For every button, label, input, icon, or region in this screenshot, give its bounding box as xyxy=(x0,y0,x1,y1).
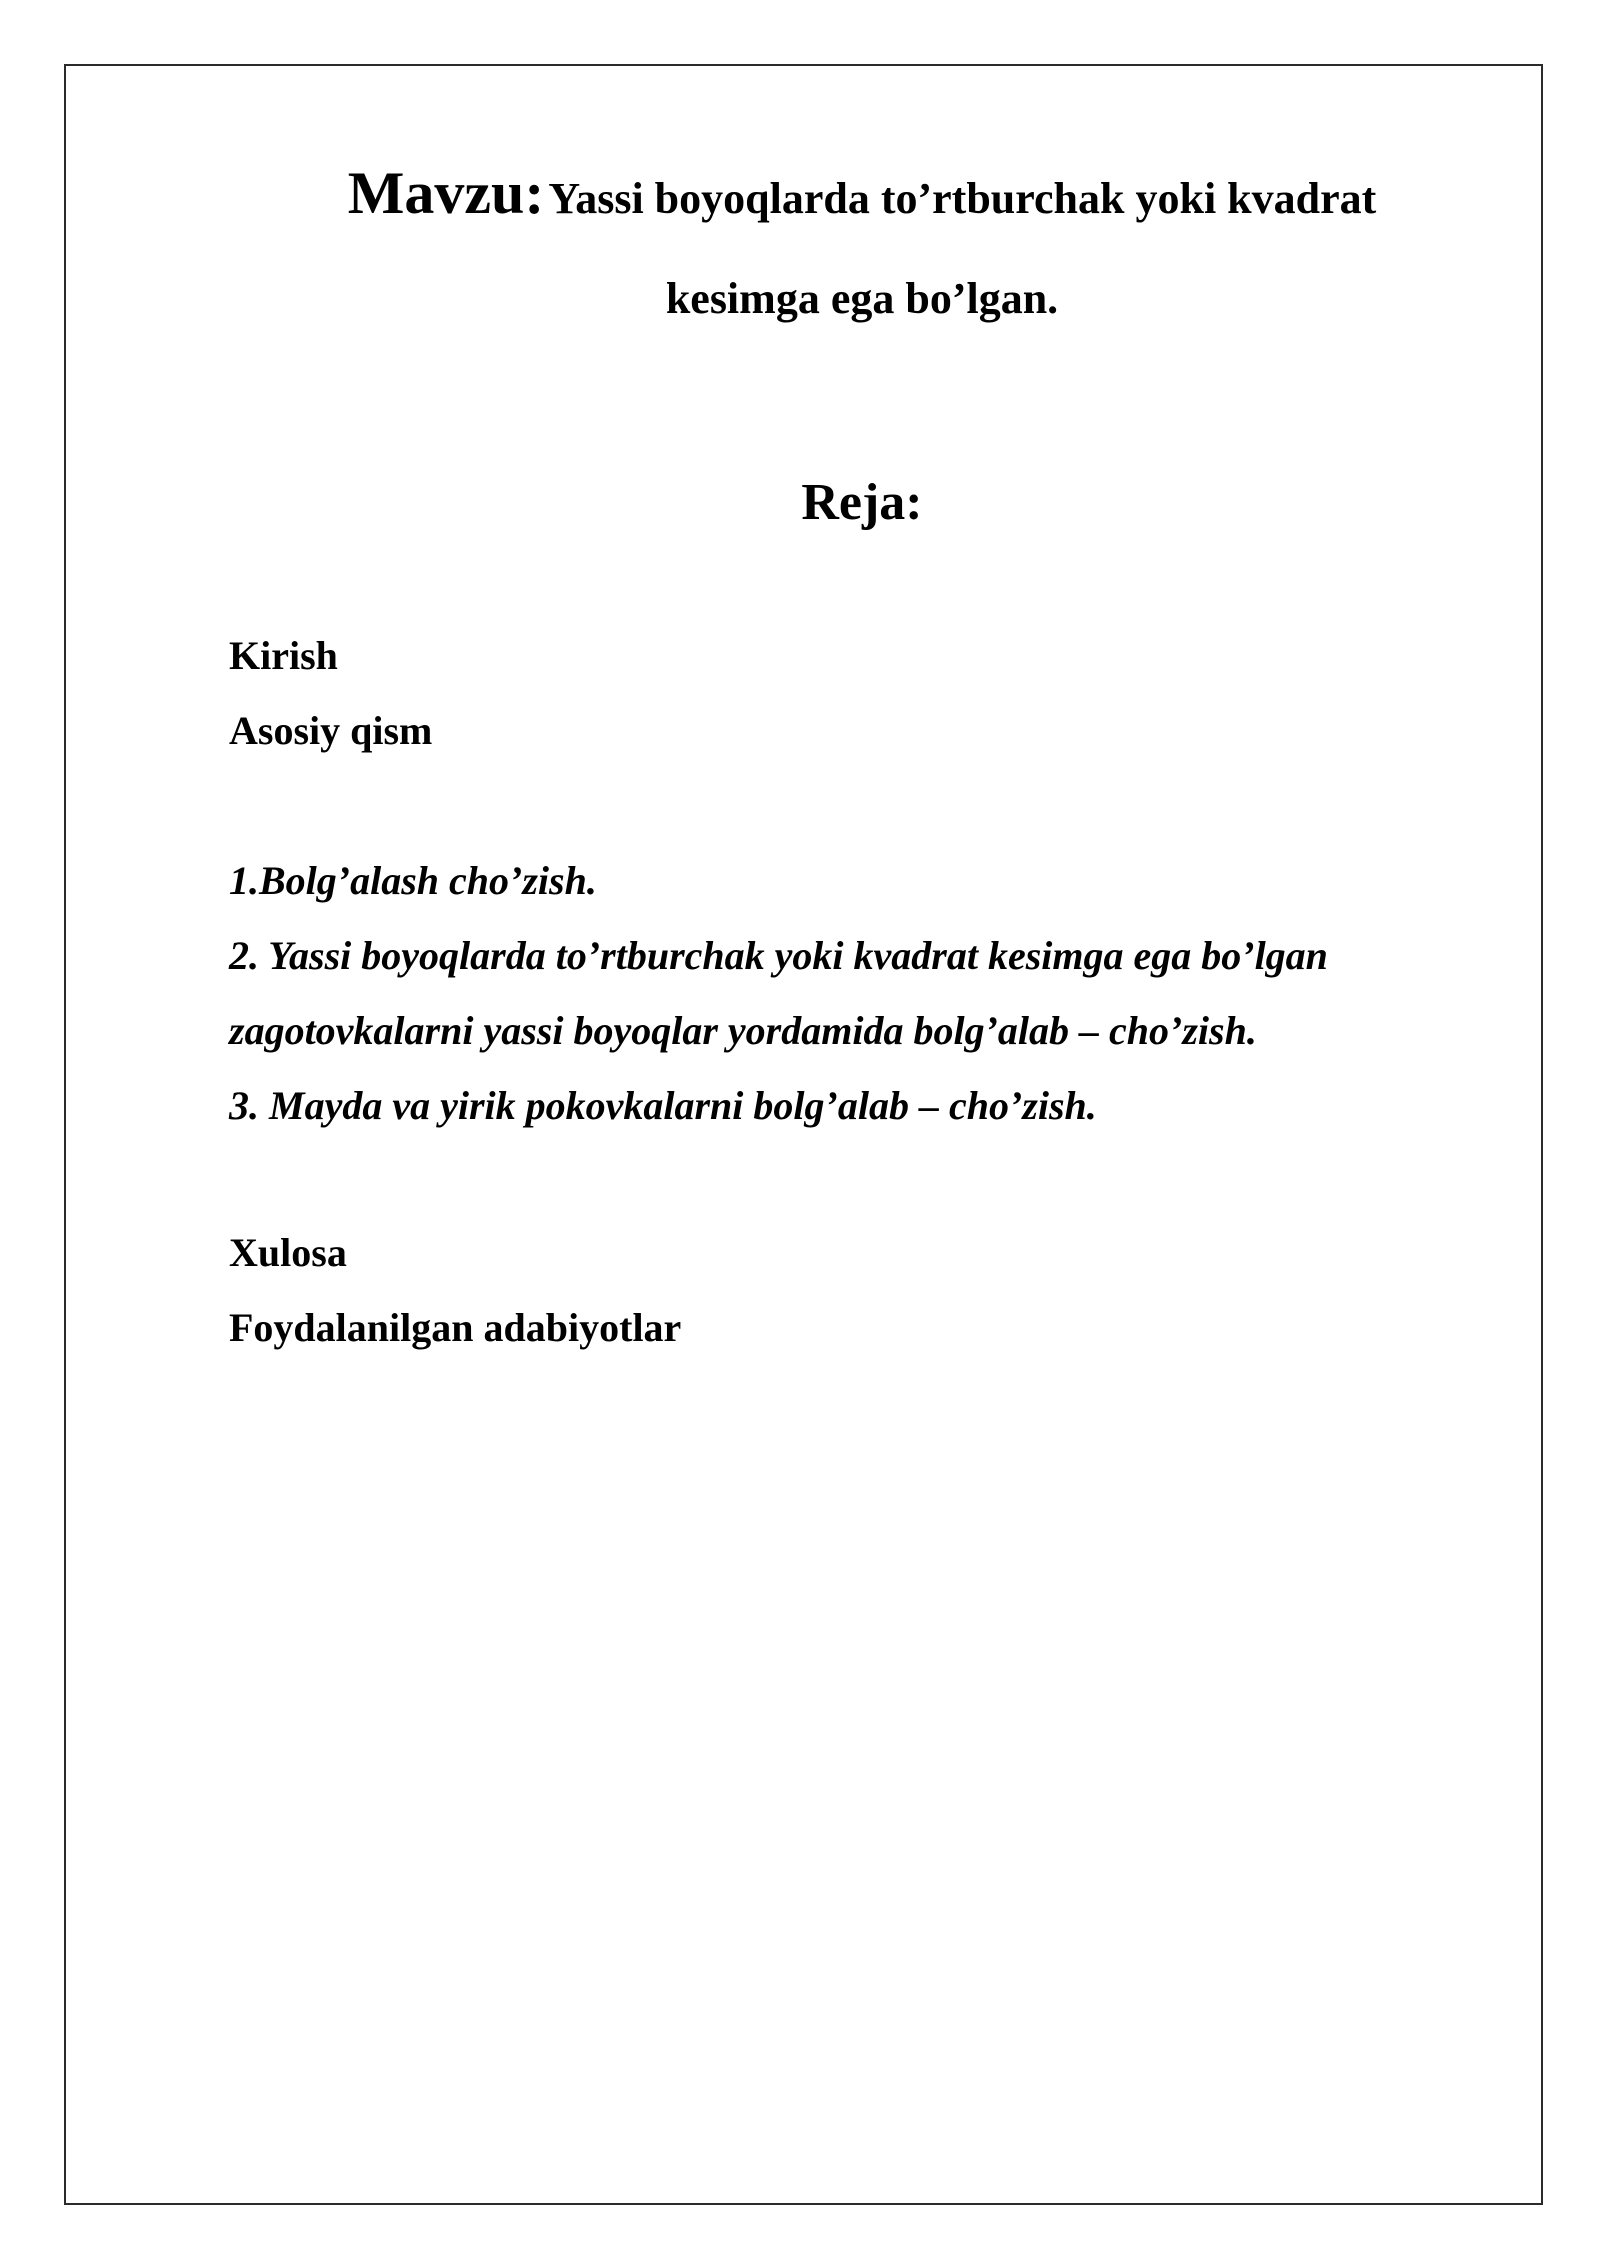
plan-item-references: Foydalanilgan adabiyotlar xyxy=(229,1305,682,1350)
topic-title-line-1 xyxy=(0,148,1600,254)
plan-item-2: 2. Yassi boyoqlarda to’rtburchak yoki kvadrat kesimga ega bo’lgan xyxy=(229,933,1328,978)
plan-item-introduction: Kirish xyxy=(229,633,338,678)
topic-text-line-1: Yassi boyoqlarda to’rtburchak yoki kvadrat xyxy=(548,174,1377,223)
plan-item-conclusion: Xulosa xyxy=(229,1230,347,1275)
plan-item-3: 3. Mayda va yirik pokovkalarni bolg’alab – cho’zish. xyxy=(229,1083,1097,1128)
closing-section xyxy=(229,1215,1479,1365)
plan-item-2-continued: zagotovkalarni yassi boyoqlar yordamida bolg’alab – cho’zish. xyxy=(229,1008,1257,1053)
plan-item-1: 1.Bolg’alash cho’zish. xyxy=(229,858,597,903)
topic-label: Mavzu: xyxy=(347,160,545,226)
topic-title xyxy=(0,148,1600,344)
plan-item-main-part: Asosiy qism xyxy=(229,708,433,753)
topic-text-line-2: kesimga ega bo’lgan. xyxy=(665,274,1059,323)
plan-heading: Reja: xyxy=(801,474,923,531)
intro-section xyxy=(229,618,1479,768)
main-part-list xyxy=(229,843,1479,1143)
